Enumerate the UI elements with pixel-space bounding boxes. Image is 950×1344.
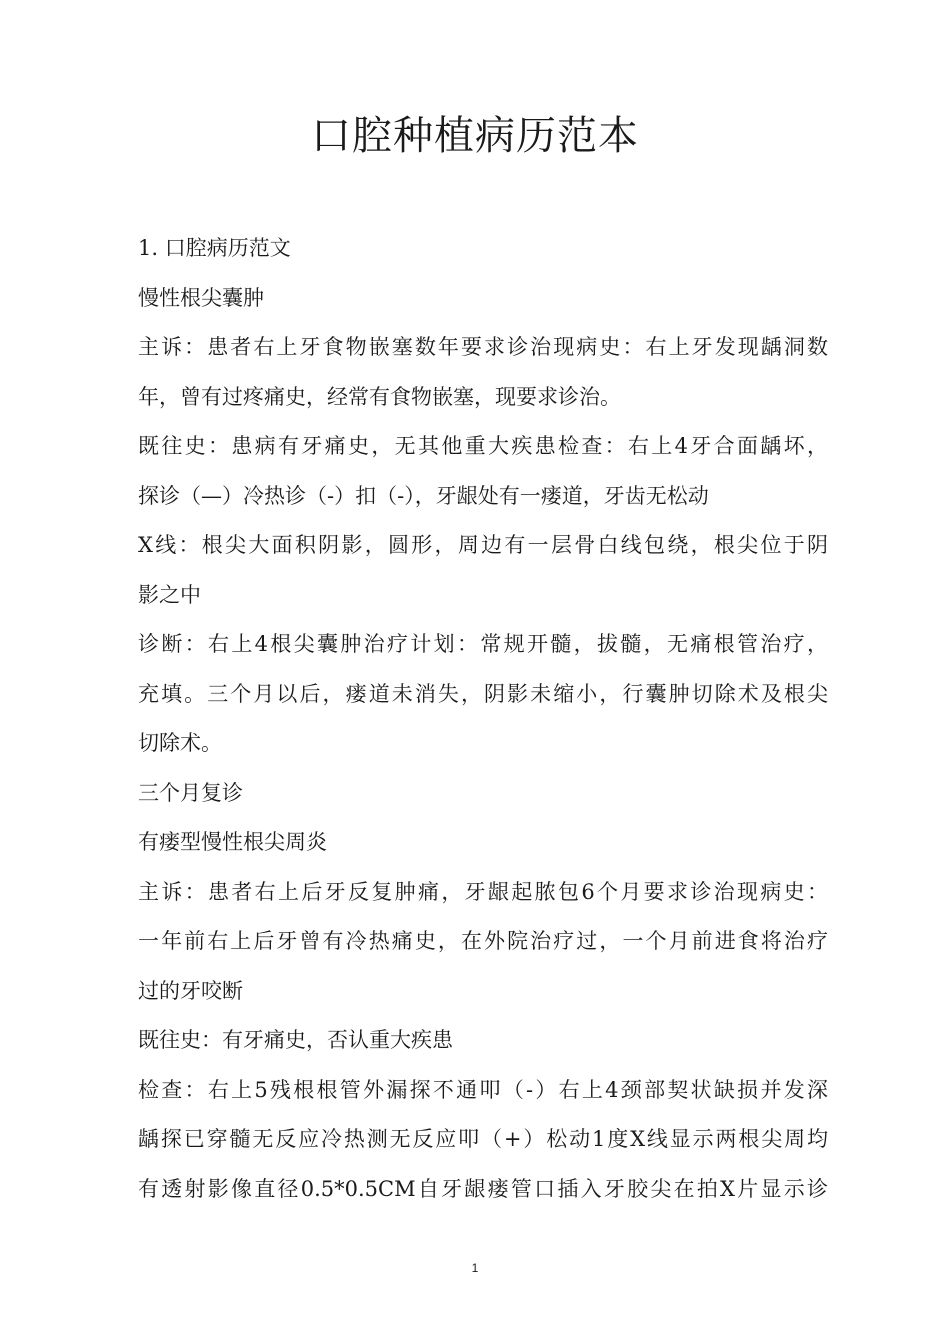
- page-number: 1: [471, 1261, 479, 1275]
- paragraph-line: 探诊（—）冷热诊（-）扣（-），牙龈处有一瘘道，牙齿无松动: [138, 483, 709, 508]
- paragraph-line: 过的牙咬断: [138, 978, 243, 1003]
- section-heading: 1. 口腔病历范文: [138, 236, 291, 260]
- paragraph-line: 诊断：右上4根尖囊肿治疗计划：常规开髓，拔髓，无痛根管治疗，: [138, 632, 828, 656]
- case-note: 三个月复诊: [138, 780, 243, 805]
- case-title: 有瘘型慢性根尖周炎: [138, 830, 327, 854]
- paragraph-line: 既往史：有牙痛史，否认重大疾患: [138, 1028, 453, 1052]
- paragraph-line: 年，曾有过疼痛史，经常有食物嵌塞，现要求诊治。: [138, 384, 621, 409]
- paragraph-line: 龋探已穿髓无反应冷热测无反应叩（+）松动1度X线显示两根尖周均: [138, 1127, 828, 1151]
- paragraph-line: 充填。三个月以后，瘘道未消失，阴影未缩小，行囊肿切除术及根尖: [138, 681, 828, 706]
- case-title: 慢性根尖囊肿: [138, 285, 264, 310]
- paragraph-line: 检查：右上5残根根管外漏探不通叩（-）右上4颈部契状缺损并发深: [138, 1077, 828, 1102]
- paragraph-line: 有透射影像直径0.5*0.5CM自牙龈瘘管口插入牙胶尖在拍X片显示诊: [138, 1176, 828, 1201]
- document-body: [138, 224, 828, 1214]
- document-title: 口腔种植病历范本: [311, 113, 639, 159]
- paragraph-line: 主诉：患者右上后牙反复肿痛，牙龈起脓包6个月要求诊治现病史：: [138, 879, 828, 904]
- paragraph-line: 影之中: [138, 582, 201, 607]
- paragraph-line: 一年前右上后牙曾有冷热痛史，在外院治疗过，一个月前进食将治疗: [138, 929, 828, 953]
- paragraph-line: 主诉：患者右上牙食物嵌塞数年要求诊治现病史：右上牙发现龋洞数: [138, 335, 828, 359]
- paragraph-line: 切除术。: [138, 731, 222, 755]
- paragraph-line: X线：根尖大面积阴影，圆形，周边有一层骨白线包绕，根尖位于阴: [138, 533, 828, 557]
- paragraph-line: 既往史：患病有牙痛史，无其他重大疾患检查：右上4牙合面龋坏，: [138, 434, 828, 458]
